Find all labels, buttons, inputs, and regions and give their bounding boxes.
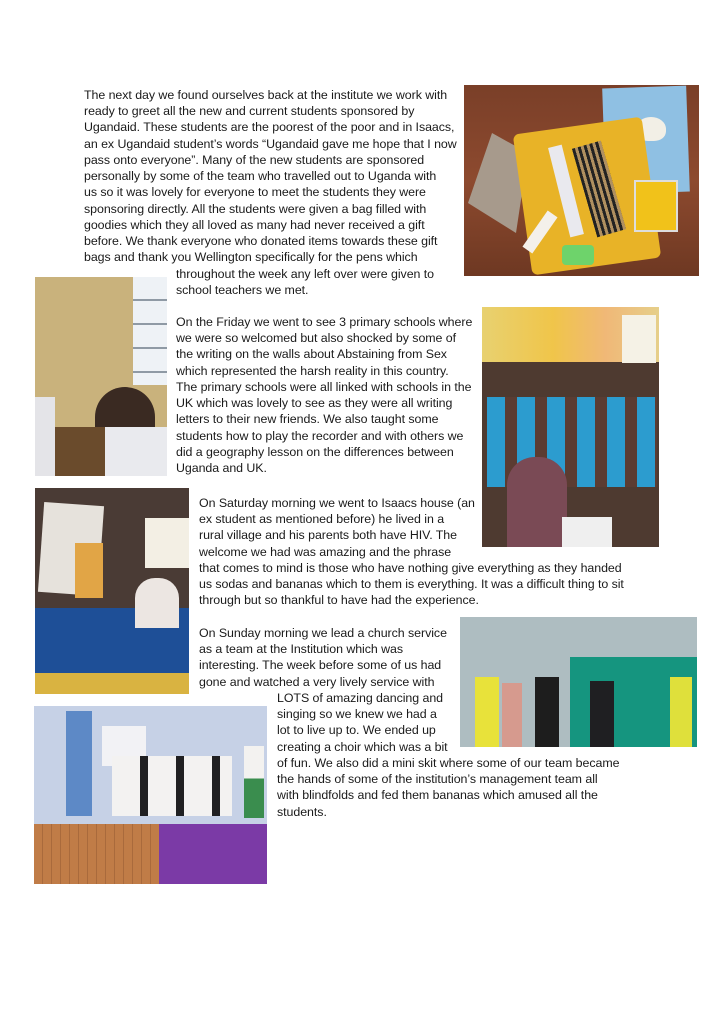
dancer-yellow-left (475, 677, 499, 747)
photo-mini-skit (34, 706, 267, 884)
photo-isaacs-home-visit (35, 488, 189, 694)
text-line: an ex Ugandaid student’s words “Ugandaid gave me hope that I now (84, 137, 457, 151)
text-line: Ugandaid. These students are the poorest of the poor and in Isaacs, (84, 120, 455, 134)
text-line: bags and thank you Wellington specifically for the pens which (84, 250, 418, 264)
text-line: creating a choir which was a bit (277, 740, 448, 754)
dancer-center (590, 681, 614, 747)
dancer-pink (502, 683, 522, 747)
text-line: us so it was lovely for everyone to meet the students they were (84, 185, 426, 199)
man-standing (75, 543, 103, 598)
text-line: On Sunday morning we lead a church service (199, 626, 447, 640)
sewing-kit (634, 180, 678, 232)
wooden-stage (34, 824, 159, 884)
text-line: us sodas and bananas which to them is everything. It was a difficult thing to sit (199, 577, 624, 591)
text-line: The primary schools were all linked with schools in the (176, 380, 472, 394)
front-student (507, 457, 567, 547)
student-left (35, 397, 55, 476)
text-line: On Saturday morning we went to Isaacs house (an (199, 496, 475, 510)
text-line: of fun. We also did a mini skit where some of our team became (277, 756, 620, 770)
text-line: we were so welcomed but also shocked by some of (176, 331, 457, 345)
text-line: did a geography lesson on the differences between (176, 445, 454, 459)
text-line: On the Friday we went to see 3 primary schools where (176, 315, 473, 329)
classroom-window (622, 315, 656, 363)
text-line: school teachers we met. (176, 283, 309, 297)
yellow-floor (35, 673, 189, 694)
student-shirt (105, 427, 167, 476)
text-line: ready to greet all the new and current students sponsored by (84, 104, 415, 118)
text-line: gone and watched a very lively service with (199, 675, 435, 689)
text-line: welcome we had was amazing and the phrase (199, 545, 452, 559)
text-line: the writing on the walls about Abstaining from Sex (176, 347, 447, 361)
window (133, 277, 167, 385)
soap-box (562, 245, 594, 265)
dancer-yellow-right (670, 677, 692, 747)
text-line: letters to their new friends. We also taught some (176, 412, 439, 426)
text-line: rural village and his parents both have HIV. The (199, 528, 457, 542)
text-line: pass onto everyone”. Many of the new students are sponsored (84, 153, 425, 167)
text-line: students how to play the recorder and with others we (176, 429, 464, 443)
text-line: singing so we knew we had a (277, 707, 437, 721)
seated-people (112, 756, 232, 816)
text-line: UK which was lovely to see as they were all writing (176, 396, 453, 410)
purple-stage-cloth (159, 824, 267, 884)
text-line: the hands of some of the institution’s management team all (277, 772, 598, 786)
photo-gift-bag-items (464, 85, 699, 276)
text-line: students. (277, 805, 327, 819)
text-line: which represented the harsh reality in this country. (176, 364, 449, 378)
text-line: LOTS of amazing dancing and (277, 691, 444, 705)
text-line: that comes to mind is those who have nothing give everything as they handed (199, 561, 622, 575)
text-line: before. We thank everyone who donated items towards these gift (84, 234, 438, 248)
text-line: through but so thankful to have had the experience. (199, 593, 479, 607)
bright-window (145, 518, 189, 568)
woman-dress (66, 711, 92, 816)
woman-green-skirt (244, 746, 264, 818)
text-line: goodies which they all loved as many had never received a gift (84, 218, 425, 232)
text-line: The next day we found ourselves back at the institute we work with (84, 88, 448, 102)
woman-right (135, 578, 179, 628)
text-line: throughout the week any left over were given to (176, 267, 435, 281)
text-line: sponsoring directly. All the students were given a bag filled with (84, 202, 427, 216)
text-line: Uganda and UK. (176, 461, 267, 475)
text-line: as a team at the Institution which was (199, 642, 404, 656)
desk (55, 427, 105, 476)
photo-recorder-lesson (35, 277, 167, 476)
text-line: interesting. The week before some of us had (199, 658, 442, 672)
photo-primary-classroom (482, 307, 659, 547)
photo-church-dancing (460, 617, 697, 747)
text-line: with blindfolds and fed them bananas which amused all the (277, 788, 598, 802)
text-line: ex student as mentioned before) he lived in a (199, 512, 445, 526)
dancer-black (535, 677, 559, 747)
text-line: personally by some of the team who travelled out to Uganda with (84, 169, 437, 183)
notebook-paper (562, 517, 612, 547)
text-line: lot to live up to. We ended up (277, 723, 436, 737)
